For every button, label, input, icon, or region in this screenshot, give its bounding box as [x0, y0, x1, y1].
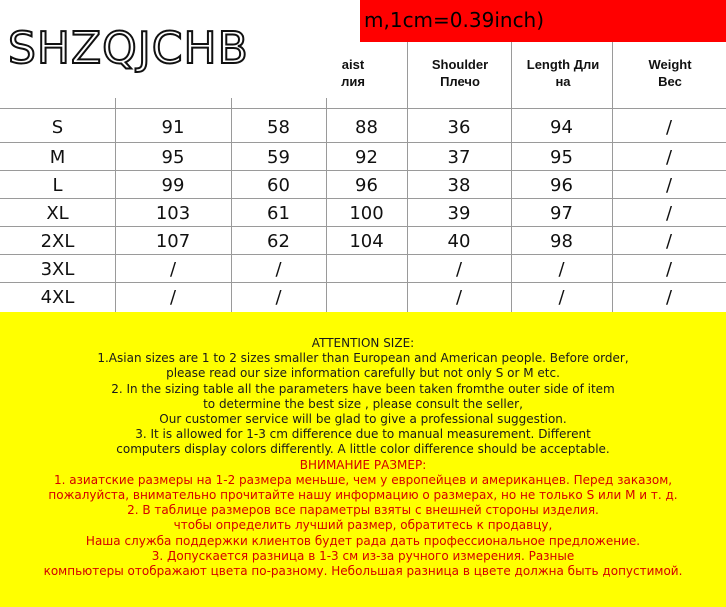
cell-size: M [49, 147, 66, 168]
table-row [0, 144, 726, 172]
cell-length: 97 [550, 203, 573, 224]
notes-line-ru: 3. Допускается разница в 1-3 см из-за ручного измерения. Разные [151, 548, 575, 563]
cell-weight: / [665, 117, 673, 138]
cell-col2: 91 [161, 117, 185, 138]
header-weight-en: Weight [648, 57, 692, 72]
notes-line-ru: компьютеры отображают цвета по-разному. Небольшая разница в цвете должна быть допустимой. [43, 564, 683, 579]
table-row [0, 228, 726, 256]
cell-length: 98 [550, 231, 573, 252]
unit-banner: m,1cm=0.39inch) [360, 0, 726, 42]
cell-shoulder: 37 [447, 147, 471, 168]
notes-line-en: Our customer service will be glad to give a professional suggestion. [159, 412, 567, 427]
header-weight [614, 56, 726, 108]
cell-weight: / [665, 175, 673, 196]
header-waist-ru: лия [341, 74, 365, 89]
cell-weight: / [665, 203, 673, 224]
cell-col2: 103 [155, 203, 191, 224]
notes-line-en: please read our size information carefully but not only S or M etc. [166, 366, 560, 381]
brand-logo: SHZQJCHB [8, 23, 249, 74]
header-shoulder-en: Shoulder [431, 57, 489, 72]
header-length-en: Length Дли [526, 57, 600, 72]
cell-length: / [558, 287, 565, 308]
cell-weight: / [665, 287, 673, 308]
header-length-ru: на [555, 74, 571, 89]
cell-shoulder: 40 [447, 231, 471, 252]
cell-length: 94 [550, 117, 573, 138]
cell-col2: 95 [161, 147, 185, 168]
cell-length: 95 [550, 147, 573, 168]
cell-size: 3XL [40, 259, 75, 280]
notes-heading-en: ATTENTION SIZE: [311, 336, 415, 350]
cell-col2: 107 [155, 231, 191, 252]
table-row [0, 114, 726, 142]
header-shoulder [410, 56, 510, 108]
cell-waist: 88 [355, 117, 378, 138]
cell-col2: / [169, 287, 177, 308]
cell-shoulder: / [455, 287, 463, 308]
notes-line-ru: пожалуйста, внимательно прочитайте нашу информацию о размерах, но не только S или M и т. д. [48, 488, 678, 503]
table-row [0, 256, 726, 284]
cell-shoulder: 39 [447, 203, 471, 224]
table-row [0, 200, 726, 228]
cell-waist: 100 [349, 203, 384, 224]
cell-waist [326, 284, 407, 312]
notes-line-en: 1.Asian sizes are 1 to 2 sizes smaller than European and American people. Before order, [97, 351, 629, 366]
cell-col3: / [275, 287, 282, 308]
cell-waist: 96 [355, 175, 378, 196]
cell-waist [326, 256, 407, 284]
notes-line-en: to determine the best size , please consult the seller, [203, 396, 523, 411]
cell-weight: / [665, 147, 673, 168]
cell-length: 96 [550, 175, 573, 196]
cell-col3: / [275, 259, 282, 280]
notes-line-en: 2. In the sizing table all the parameters have been taken fromthe outer side of item [111, 381, 615, 396]
notes-line-ru: 2. В таблице размеров все параметры взяты с внешней стороны изделия. [127, 503, 599, 518]
cell-size: XL [46, 203, 69, 224]
notes-heading-ru: ВНИМАНИЕ РАЗМЕР: [299, 457, 427, 472]
table-row [0, 172, 726, 200]
header-shoulder-ru: Плечо [440, 74, 480, 89]
attention-notes [0, 312, 726, 607]
header-waist-en: aist [341, 57, 365, 72]
notes-line-ru: чтобы определить лучший размер, обратитесь к продавцу, [173, 518, 553, 533]
cell-size: S [51, 117, 64, 138]
cell-shoulder: 36 [447, 117, 471, 138]
table-row [0, 284, 726, 312]
cell-waist: 92 [355, 147, 378, 168]
cell-shoulder: 38 [447, 175, 471, 196]
cell-col2: / [169, 259, 177, 280]
header-length [513, 56, 613, 108]
cell-weight: / [665, 231, 673, 252]
notes-line-en: computers display colors differently. A little color difference should be acceptable. [116, 442, 610, 457]
cell-size: 4XL [40, 287, 75, 308]
notes-line-ru: Наша служба поддержки клиентов будет рада дать профессиональное предложение. [85, 533, 641, 548]
cell-length: / [558, 259, 565, 280]
cell-waist: 104 [349, 231, 384, 252]
cell-col3: 61 [267, 203, 290, 224]
cell-col2: 99 [161, 175, 185, 196]
cell-size: L [52, 175, 63, 196]
cell-col3: 59 [267, 147, 290, 168]
cell-size: 2XL [40, 231, 75, 252]
cell-shoulder: / [455, 259, 463, 280]
cell-col3: 60 [267, 175, 290, 196]
notes-line-en: 3. It is allowed for 1-3 cm difference due to manual measurement. Different [135, 427, 591, 442]
cell-col3: 62 [267, 231, 290, 252]
notes-line-ru: 1. азиатские размеры на 1-2 размера меньше, чем у европейцев и американцев. Перед заказом, [53, 472, 673, 487]
cell-weight: / [665, 259, 673, 280]
header-waist [328, 56, 378, 108]
cell-col3: 58 [267, 117, 290, 138]
header-weight-ru: Вес [658, 74, 682, 89]
